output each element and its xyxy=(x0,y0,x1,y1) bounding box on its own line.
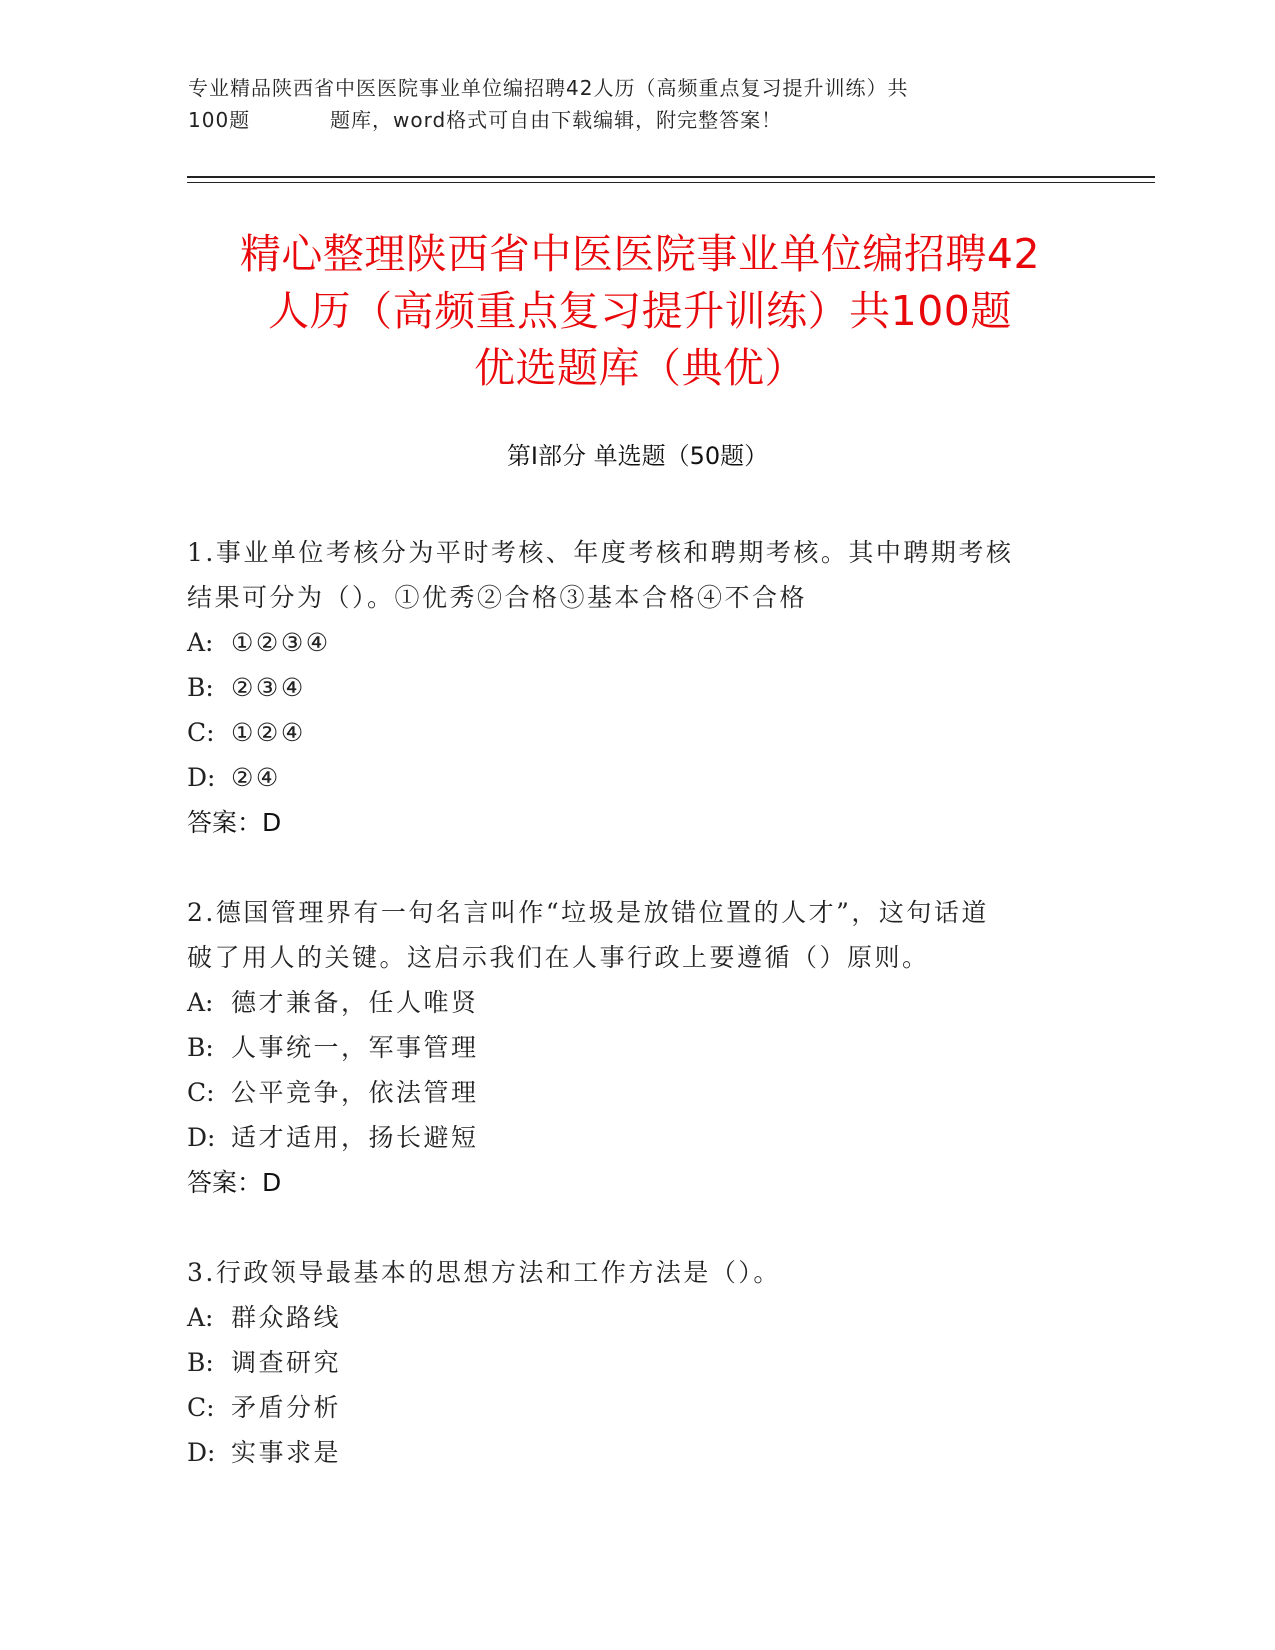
question-spacer xyxy=(187,845,1067,890)
option-key: B: xyxy=(187,1033,214,1062)
option-c xyxy=(187,710,1067,755)
document-title xyxy=(180,226,1100,397)
option-text: 德才兼备，任人唯贤 xyxy=(231,988,479,1017)
option-key: D: xyxy=(187,1438,216,1467)
question-stem-line: 结果可分为（）。①优秀②合格③基本合格④不合格 xyxy=(187,583,808,612)
option-text: 适才适用，扬长避短 xyxy=(231,1123,479,1152)
option-d xyxy=(187,755,1067,800)
option-c xyxy=(187,1070,1067,1115)
option-text: 群众路线 xyxy=(231,1303,342,1332)
option-a xyxy=(187,980,1067,1025)
header-rule-thick xyxy=(187,176,1155,178)
option-key: D: xyxy=(187,1123,216,1152)
header-line-1: 专业精品陕西省中医医院事业单位编招聘42人历（高频重点复习提升训练）共 xyxy=(188,76,909,100)
header-description: 题库，word格式可自由下载编辑，附完整答案！ xyxy=(330,108,783,132)
question-stem-line: 3.行政领导最基本的思想方法和工作方法是（）。 xyxy=(187,1258,781,1287)
page-header xyxy=(188,72,1068,136)
option-key: A: xyxy=(187,988,214,1017)
option-text: 矛盾分析 xyxy=(231,1393,342,1422)
title-line-3: 优选题库（典优） xyxy=(474,344,806,392)
option-text: 调查研究 xyxy=(231,1348,342,1377)
option-text: ①②④ xyxy=(231,718,306,747)
question-1 xyxy=(187,530,1067,845)
question-stem-line: 破了用人的关键。这启示我们在人事行政上要遵循（）原则。 xyxy=(187,943,930,972)
answer: 答案：D xyxy=(187,808,282,837)
question-list xyxy=(187,530,1067,1475)
option-key: D: xyxy=(187,763,216,792)
option-a xyxy=(187,1295,1067,1340)
option-key: A: xyxy=(187,1303,214,1332)
answer: 答案：D xyxy=(187,1168,282,1197)
option-c xyxy=(187,1385,1067,1430)
question-3 xyxy=(187,1250,1067,1475)
question-stem xyxy=(187,530,1067,620)
header-question-count: 100题 xyxy=(188,108,251,132)
option-b xyxy=(187,665,1067,710)
option-b xyxy=(187,1340,1067,1385)
option-b xyxy=(187,1025,1067,1070)
section-heading: 第Ⅰ部分 单选题（50题） xyxy=(506,442,769,470)
header-rule-thin xyxy=(187,182,1155,183)
option-text: 实事求是 xyxy=(231,1438,342,1467)
header-line-2 xyxy=(188,104,1068,136)
option-text: ②③④ xyxy=(231,673,306,702)
question-2 xyxy=(187,890,1067,1205)
option-text: 人事统一，军事管理 xyxy=(231,1033,479,1062)
option-key: C: xyxy=(187,1393,215,1422)
option-d xyxy=(187,1430,1067,1475)
option-key: C: xyxy=(187,718,215,747)
question-stem xyxy=(187,1250,1067,1295)
option-a xyxy=(187,620,1067,665)
option-text: ②④ xyxy=(231,763,281,792)
option-text: 公平竞争，依法管理 xyxy=(231,1078,479,1107)
option-d xyxy=(187,1115,1067,1160)
question-stem-line: 1.事业单位考核分为平时考核、年度考核和聘期考核。其中聘期考核 xyxy=(187,538,1014,567)
title-line-1: 精心整理陕西省中医医院事业单位编招聘42 xyxy=(239,230,1041,278)
option-key: A: xyxy=(187,628,214,657)
title-line-2: 人历（高频重点复习提升训练）共100题 xyxy=(268,287,1012,335)
option-key: B: xyxy=(187,1348,214,1377)
option-key: B: xyxy=(187,673,214,702)
question-stem xyxy=(187,890,1067,980)
question-spacer xyxy=(187,1205,1067,1250)
option-key: C: xyxy=(187,1078,215,1107)
question-stem-line: 2.德国管理界有一句名言叫作“垃圾是放错位置的人才”，这句话道 xyxy=(187,898,989,927)
option-text: ①②③④ xyxy=(231,628,331,657)
